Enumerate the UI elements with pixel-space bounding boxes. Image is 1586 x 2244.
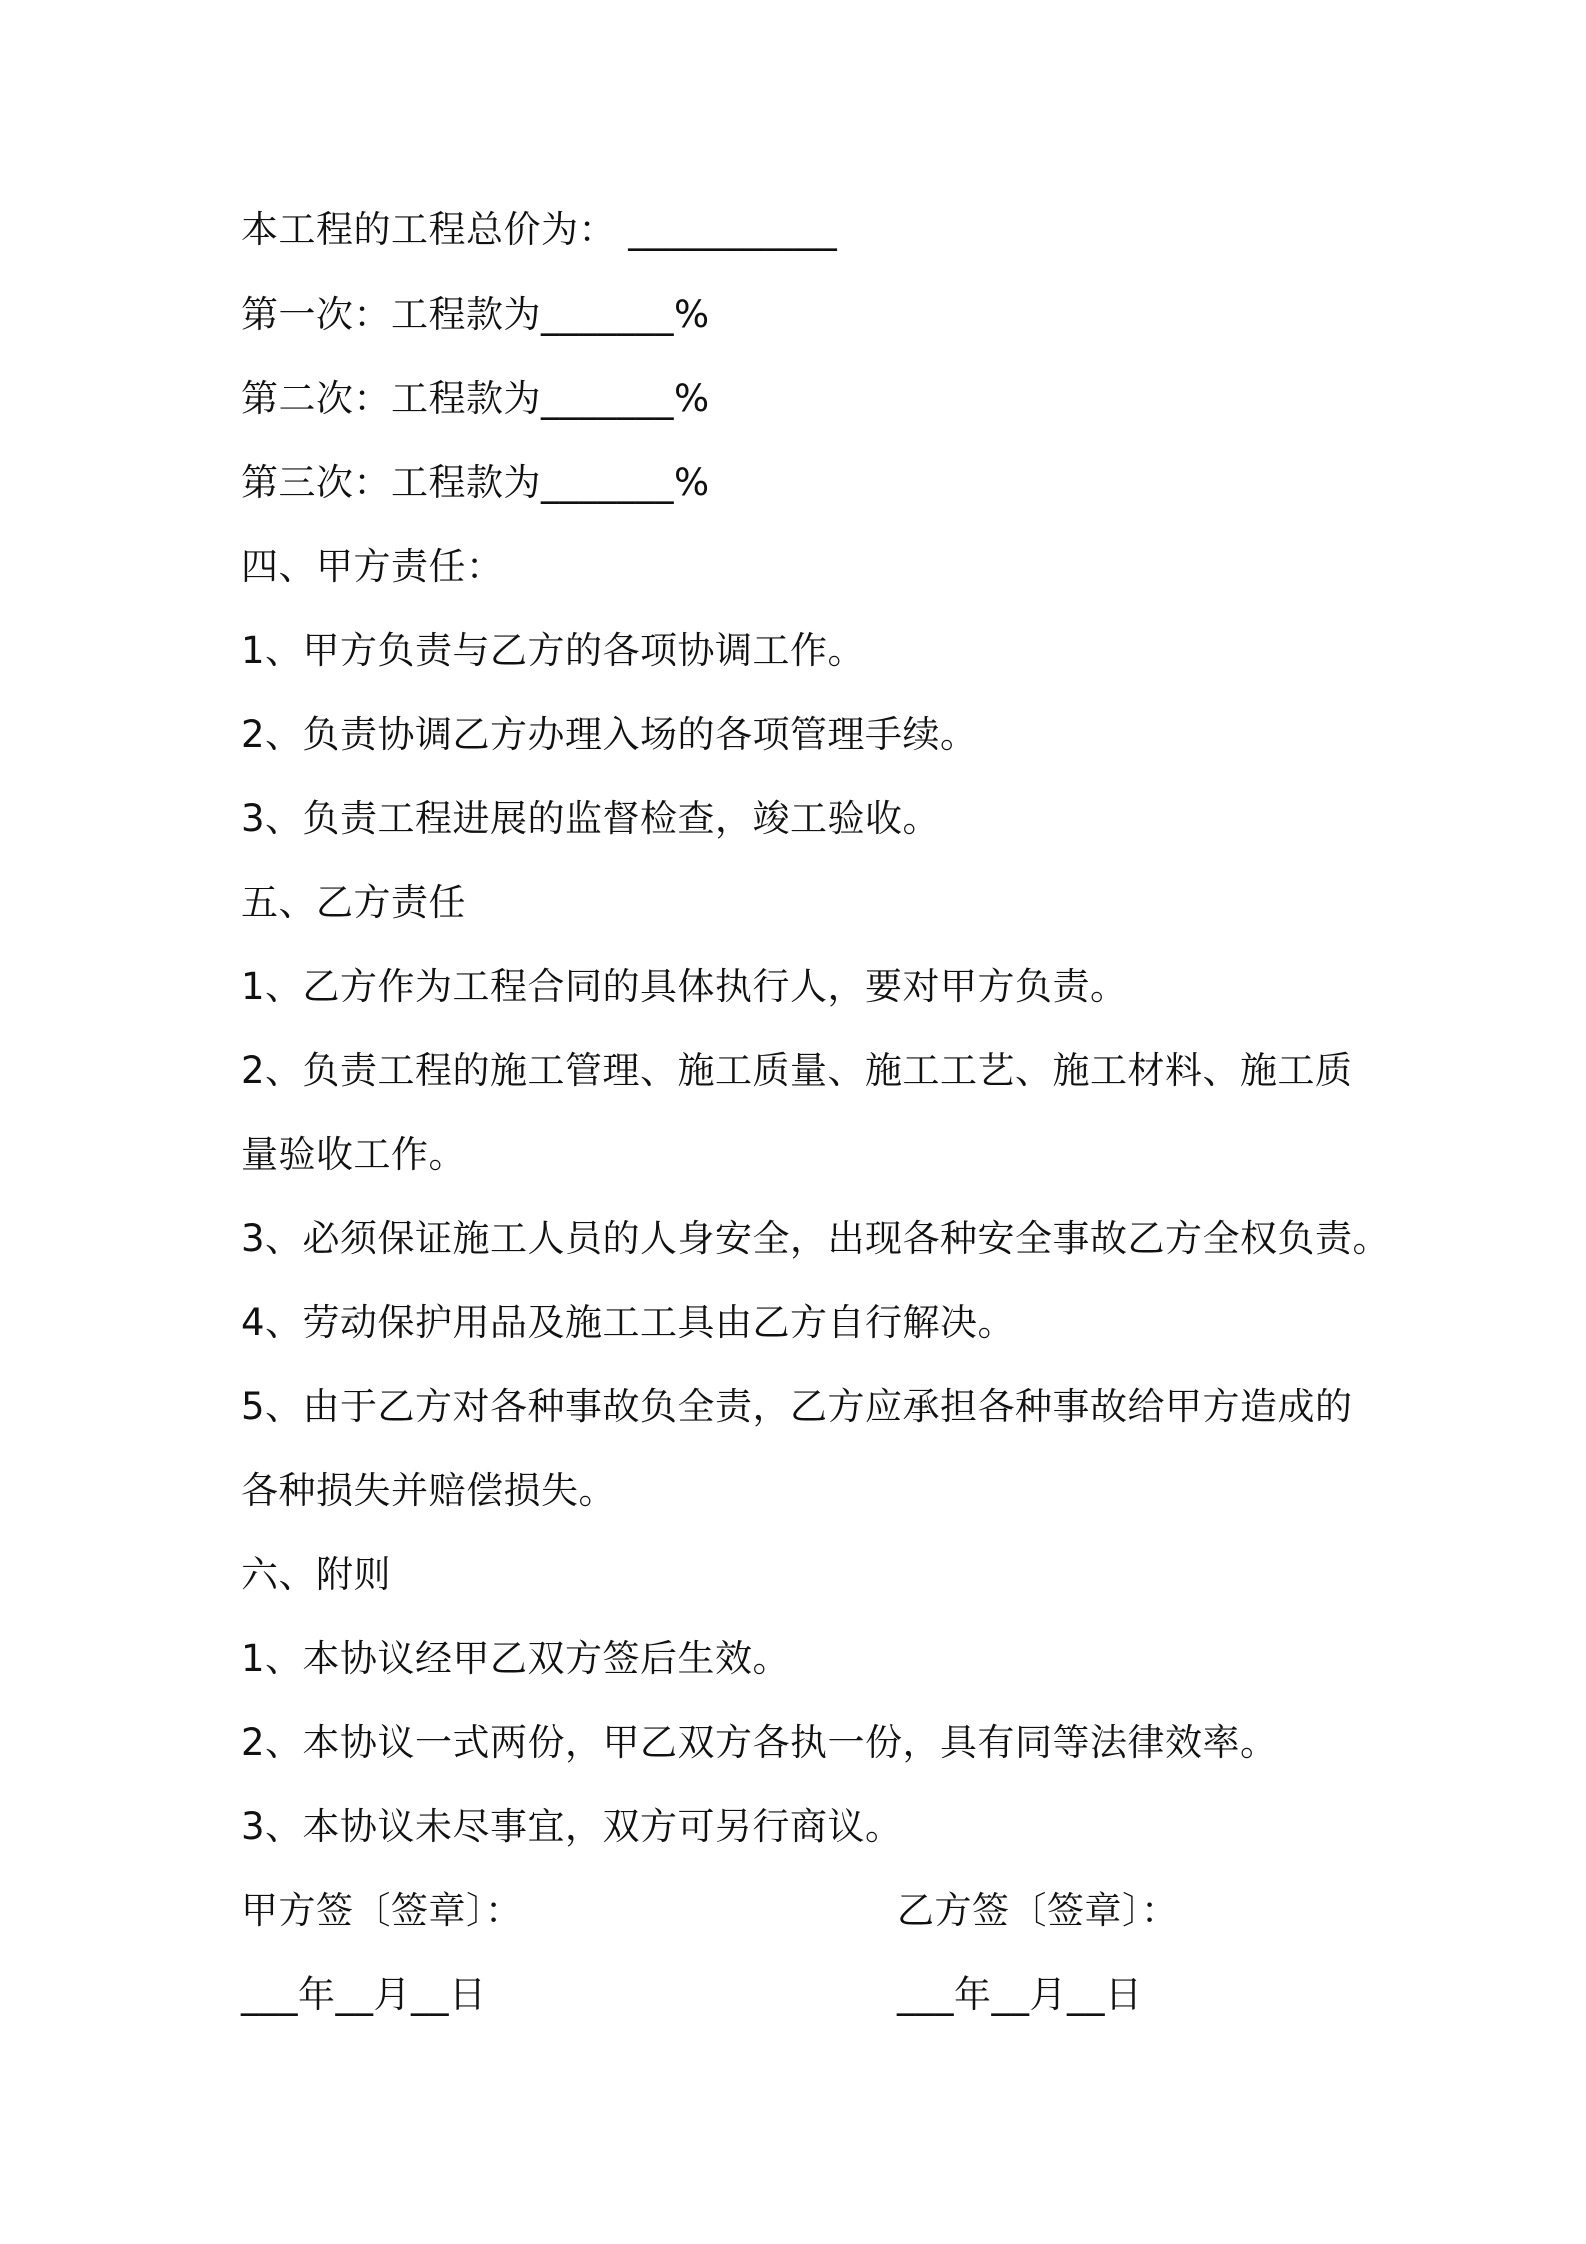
section-heading-party-b: 五、乙方责任 bbox=[241, 881, 466, 924]
party-b-item-5-continued: 各种损失并赔偿损失。 bbox=[241, 1469, 616, 1512]
party-a-item-1: 1、甲方负责与乙方的各项协调工作。 bbox=[241, 629, 866, 672]
party-b-item-1: 1、乙方作为工程合同的具体执行人，要对甲方负责。 bbox=[241, 965, 1128, 1008]
payment-second-line: 第二次：工程款为_______% bbox=[241, 377, 710, 420]
party-a-item-2: 2、负责协调乙方办理入场的各项管理手续。 bbox=[241, 713, 978, 756]
party-a-date: ___年__月__日 bbox=[241, 1973, 487, 2016]
section-heading-party-a: 四、甲方责任： bbox=[241, 545, 504, 588]
total-price-line: 本工程的工程总价为： ___________ bbox=[241, 208, 838, 251]
party-a-item-3: 3、负责工程进展的监督检查，竣工验收。 bbox=[241, 797, 941, 840]
payment-third-line: 第三次：工程款为_______% bbox=[241, 461, 710, 504]
party-b-signature-label: 乙方签〔签章〕： bbox=[897, 1889, 1179, 1932]
party-b-item-2-continued: 量验收工作。 bbox=[241, 1133, 466, 1176]
supplementary-item-1: 1、本协议经甲乙双方签后生效。 bbox=[241, 1637, 791, 1680]
party-b-item-2: 2、负责工程的施工管理、施工质量、施工工艺、施工材料、施工质 bbox=[241, 1049, 1353, 1092]
supplementary-item-2: 2、本协议一式两份，甲乙双方各执一份，具有同等法律效率。 bbox=[241, 1721, 1278, 1764]
payment-first-line: 第一次：工程款为_______% bbox=[241, 293, 710, 336]
party-b-item-3: 3、必须保证施工人员的人身安全，出现各种安全事故乙方全权负责。 bbox=[241, 1217, 1391, 1260]
party-b-date: ___年__月__日 bbox=[897, 1973, 1143, 2016]
party-b-item-5: 5、由于乙方对各种事故负全责，乙方应承担各种事故给甲方造成的 bbox=[241, 1385, 1353, 1428]
party-b-item-4: 4、劳动保护用品及施工工具由乙方自行解决。 bbox=[241, 1301, 1016, 1344]
supplementary-item-3: 3、本协议未尽事宜，双方可另行商议。 bbox=[241, 1805, 903, 1848]
party-a-signature-label: 甲方签〔签章〕： bbox=[241, 1889, 523, 1932]
section-heading-supplementary: 六、附则 bbox=[241, 1553, 391, 1596]
